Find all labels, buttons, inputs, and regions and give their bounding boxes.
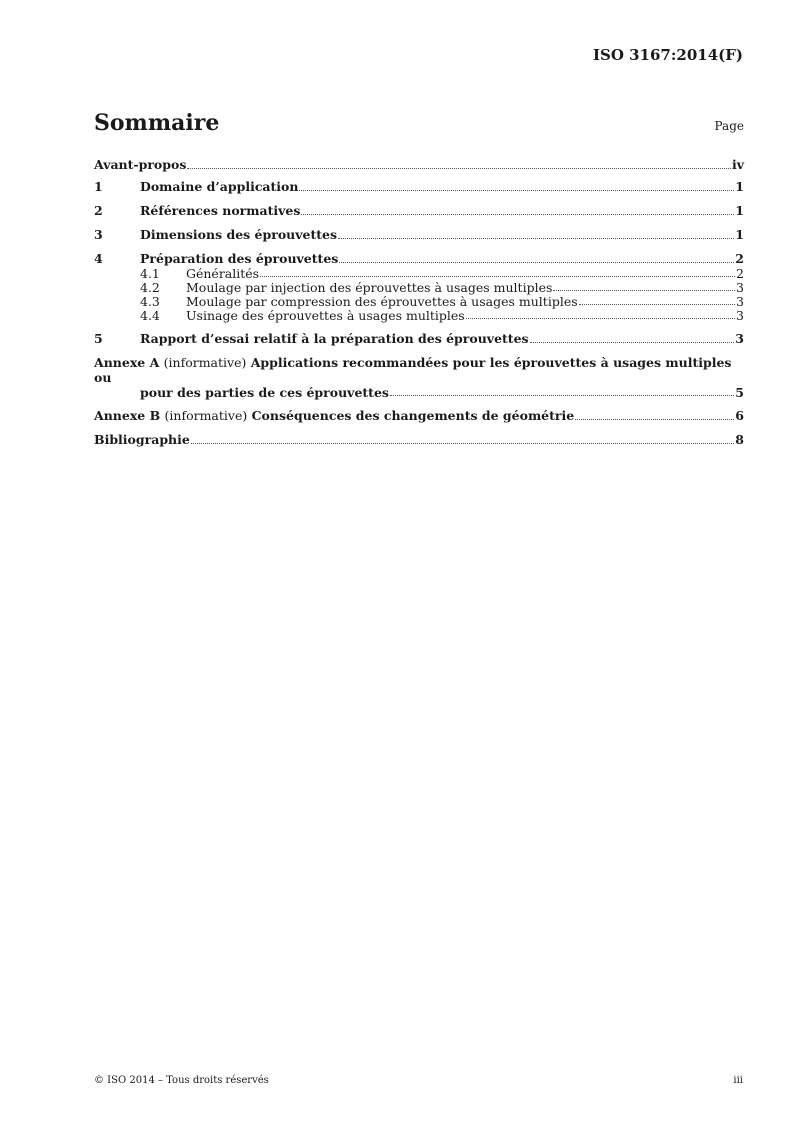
toc-entry-number: 5 — [94, 331, 103, 346]
toc-header — [94, 110, 744, 140]
document-id: ISO 3167:2014(F) — [592, 46, 743, 64]
toc-entry-page: 1 — [735, 227, 744, 242]
toc-entry-bibliography[interactable] — [94, 432, 744, 448]
toc-entry-label: Bibliographie — [94, 432, 190, 447]
annex-a-line-1 — [94, 355, 744, 385]
toc-entry-annex-b[interactable] — [94, 408, 744, 424]
annex-type: (informative) — [164, 408, 248, 423]
annex-prefix: Annexe B — [94, 408, 161, 423]
dot-leader — [339, 262, 734, 263]
toc-entry-number: 4 — [94, 251, 103, 266]
dot-leader — [191, 443, 734, 444]
toc-entry-label: Préparation des éprouvettes — [140, 251, 339, 266]
toc-entry-page: 8 — [735, 432, 744, 447]
dot-leader — [553, 290, 735, 291]
toc-entry-page: 6 — [735, 408, 744, 423]
table-of-contents — [94, 157, 744, 448]
dot-leader — [530, 342, 735, 343]
toc-entry-number: 4.4 — [140, 308, 160, 323]
toc-entry-annex-a[interactable] — [94, 355, 744, 400]
toc-entry-page: 3 — [735, 331, 744, 346]
toc-entry-label: Usinage des éprouvettes à usages multiples — [186, 308, 465, 323]
toc-entry-label — [94, 408, 574, 424]
toc-entry-label: Moulage par injection des éprouvettes à usages multiples — [186, 280, 553, 295]
annex-title-line-2: pour des parties de ces éprouvettes — [140, 385, 389, 400]
toc-entry-section-4[interactable] — [94, 251, 744, 267]
dot-leader — [338, 238, 734, 239]
dot-leader — [575, 419, 734, 420]
footer-copyright: © ISO 2014 – Tous droits réservés — [94, 1075, 269, 1086]
toc-entry-number: 3 — [94, 227, 103, 242]
toc-entry-page: 2 — [735, 251, 744, 266]
toc-entry-subsection-4-2[interactable] — [94, 281, 744, 295]
toc-entry-subsection-4-1[interactable] — [94, 267, 744, 281]
toc-entry-page: 3 — [736, 280, 744, 295]
dot-leader — [260, 276, 735, 277]
annex-title-line-1: Applications recommandées pour les éprouvettes à usages multiples ou — [94, 355, 732, 385]
toc-entry-page: 3 — [736, 294, 744, 309]
toc-entry-page: 1 — [735, 179, 744, 194]
toc-entry-number: 4.1 — [140, 266, 160, 281]
toc-entry-section-2[interactable] — [94, 203, 744, 219]
dot-leader — [301, 214, 734, 215]
dot-leader — [187, 168, 731, 169]
toc-entry-number: 2 — [94, 203, 103, 218]
annex-prefix: Annexe A — [94, 355, 160, 370]
toc-entry-subsection-4-3[interactable] — [94, 295, 744, 309]
dot-leader — [579, 304, 735, 305]
toc-entry-subsection-4-4[interactable] — [94, 309, 744, 323]
toc-entry-section-5[interactable] — [94, 331, 744, 347]
toc-entry-number: 1 — [94, 179, 103, 194]
annex-title: Conséquences des changements de géométrie — [251, 408, 575, 423]
toc-entry-page: 2 — [736, 266, 744, 281]
toc-entry-page: 5 — [735, 385, 744, 400]
toc-entry-page: 1 — [735, 203, 744, 218]
annex-a-line-2 — [94, 385, 744, 400]
toc-entry-label: Références normatives — [140, 203, 301, 218]
page-column-label: Page — [714, 119, 744, 133]
footer-page-number: iii — [733, 1075, 743, 1086]
toc-title: Sommaire — [94, 110, 220, 136]
toc-entry-label: Domaine d’application — [140, 179, 299, 194]
toc-entry-label: Avant-propos — [94, 157, 187, 172]
annex-type: (informative) — [163, 355, 247, 370]
toc-entry-number: 4.2 — [140, 280, 160, 295]
dot-leader — [466, 318, 735, 319]
toc-entry-section-3[interactable] — [94, 227, 744, 243]
toc-entry-foreword[interactable] — [94, 157, 744, 173]
toc-entry-label: Rapport d’essai relatif à la préparation des éprouvettes — [140, 331, 529, 346]
toc-entry-label: Moulage par compression des éprouvettes à usages multiples — [186, 294, 578, 309]
toc-entry-page: 3 — [736, 308, 744, 323]
toc-entry-number: 4.3 — [140, 294, 160, 309]
toc-entry-page: iv — [731, 157, 744, 172]
toc-entry-label: Généralités — [186, 266, 260, 281]
toc-entry-label: Dimensions des éprouvettes — [140, 227, 337, 242]
dot-leader — [390, 395, 734, 396]
dot-leader — [299, 190, 734, 191]
toc-entry-section-1[interactable] — [94, 179, 744, 195]
